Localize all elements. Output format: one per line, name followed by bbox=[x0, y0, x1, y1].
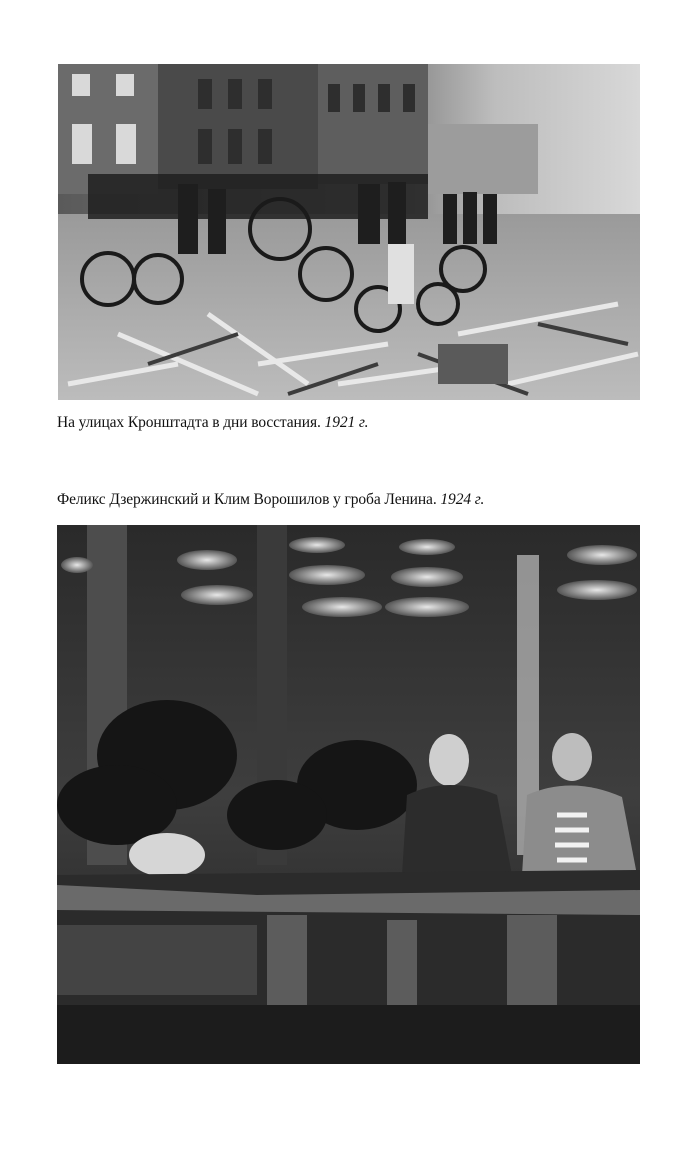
caption-kronstadt-text: На улицах Кронштадта в дни восстания. bbox=[57, 414, 321, 431]
kronstadt-street-photo bbox=[58, 64, 640, 400]
caption-lenin-coffin bbox=[57, 490, 484, 510]
lenin-coffin-photo bbox=[57, 525, 640, 1064]
lenin-coffin-image bbox=[57, 525, 640, 1064]
caption-kronstadt bbox=[57, 413, 368, 433]
caption-lenin-coffin-year: 1924 г. bbox=[440, 491, 485, 508]
caption-lenin-coffin-text: Феликс Дзержинский и Клим Ворошилов у гроба Ленина. bbox=[57, 491, 437, 508]
kronstadt-street-image bbox=[58, 64, 640, 400]
caption-kronstadt-year: 1921 г. bbox=[324, 414, 369, 431]
